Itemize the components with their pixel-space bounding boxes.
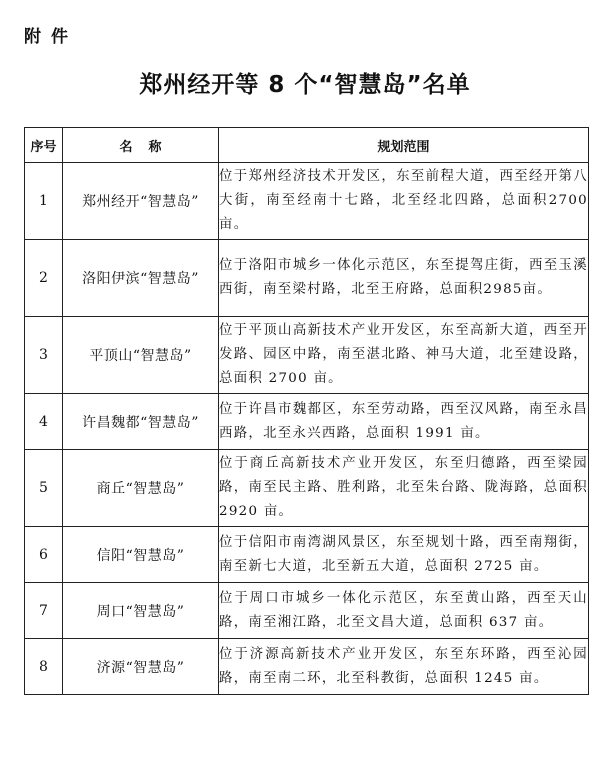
row-name: 商丘“智慧岛” — [63, 450, 219, 527]
row-name: 洛阳伊滨“智慧岛” — [63, 240, 219, 317]
header-number: 序号 — [25, 128, 63, 163]
table-row — [25, 394, 589, 450]
table-row — [25, 450, 589, 527]
row-name: 郑州经开“智慧岛” — [63, 163, 219, 240]
document-title: 郑州经开等 8 个“智慧岛”名单 — [139, 72, 471, 98]
table-row — [25, 583, 589, 639]
row-range: 位于周口市城乡一体化示范区，东至黄山路，西至天山路，南至湘江路，北至文昌大道，总面积 637 亩。 — [219, 583, 589, 639]
row-number: 5 — [25, 450, 63, 527]
table-row — [25, 240, 589, 317]
row-name: 信阳“智慧岛” — [63, 527, 219, 583]
row-range: 位于平顶山高新技术产业开发区，东至高新大道，西至开发路、园区中路，南至湛北路、神马大道，北至建设路，总面积 2700 亩。 — [219, 317, 589, 394]
row-number: 3 — [25, 317, 63, 394]
row-number: 8 — [25, 639, 63, 695]
row-number: 7 — [25, 583, 63, 639]
row-number: 4 — [25, 394, 63, 450]
row-range: 位于郑州经济技术开发区，东至前程大道，西至经开第八大街，南至经南十七路，北至经北四路，总面积2700亩。 — [219, 163, 589, 240]
header-name: 名称 — [63, 128, 219, 163]
row-number: 2 — [25, 240, 63, 317]
header-range: 规划范围 — [219, 128, 589, 163]
row-name: 周口“智慧岛” — [63, 583, 219, 639]
row-range: 位于许昌市魏都区，东至劳动路，西至汉风路，南至永昌西路，北至永兴西路，总面积 1991 亩。 — [219, 394, 589, 450]
attachment-label: 附件 — [24, 27, 78, 47]
row-name: 平顶山“智慧岛” — [63, 317, 219, 394]
smart-island-list-table — [24, 127, 589, 695]
table-row — [25, 527, 589, 583]
row-number: 6 — [25, 527, 63, 583]
row-range: 位于信阳市南湾湖风景区，东至规划十路，西至南翔街，南至新七大道，北至新五大道，总面积 2725 亩。 — [219, 527, 589, 583]
table-row — [25, 163, 589, 240]
row-range: 位于洛阳市城乡一体化示范区，东至提驾庄街，西至玉溪西街，南至梁村路，北至王府路，总面积2985亩。 — [219, 240, 589, 317]
table-row — [25, 639, 589, 695]
row-name: 许昌魏都“智慧岛” — [63, 394, 219, 450]
row-range: 位于济源高新技术产业开发区，东至东环路，西至沁园路，南至南二环，北至科教街，总面积 1245 亩。 — [219, 639, 589, 695]
table-header-row — [25, 128, 589, 163]
row-range: 位于商丘高新技术产业开发区，东至归德路，西至梁园路，南至民主路、胜利路，北至朱台路、陇海路，总面积 2920 亩。 — [219, 450, 589, 527]
row-number: 1 — [25, 163, 63, 240]
table-row — [25, 317, 589, 394]
row-name: 济源“智慧岛” — [63, 639, 219, 695]
